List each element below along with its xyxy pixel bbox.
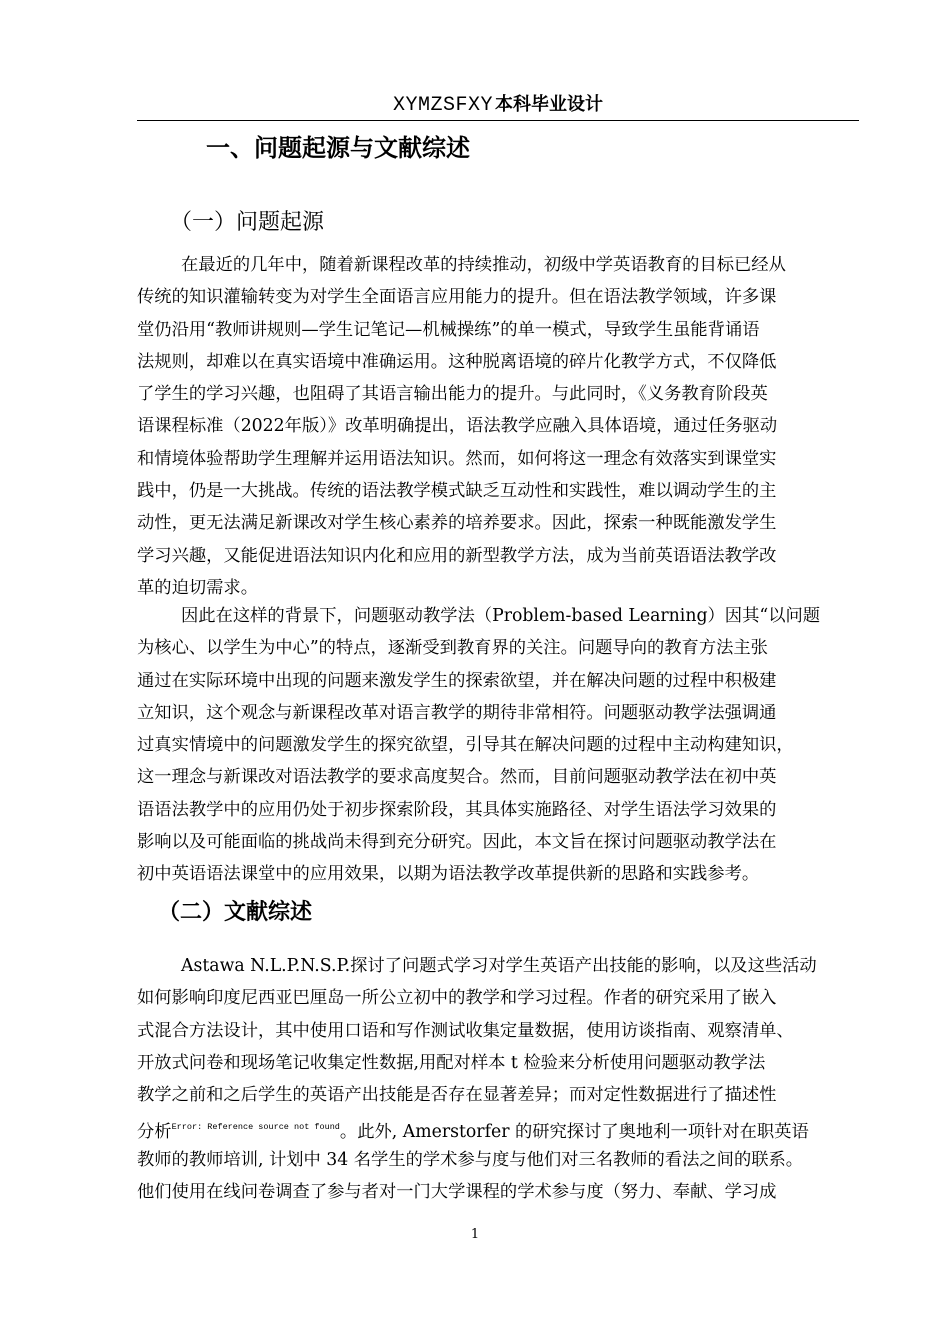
text-line: 通过在实际环境中出现的问题来激发学生的探索欲望，并在解决问题的过程中积极建 [137,670,777,691]
text-line: 初中英语语法课堂中的应用效果，以期为语法教学改革提供新的思路和实践参考。 [137,864,760,885]
text-line: 开放式问卷和现场笔记收集定性数据,用配对样本 t 检验来分析使用问题驱动教学法 [137,1052,766,1073]
text-line: 为核心、以学生为中心”的特点，逐渐受到教育界的关注。问题导向的教育方法主张 [137,638,768,659]
text-line-with-reference [137,1111,859,1143]
text-line: 和情境体验帮助学生理解并运用语法知识。然而，如何将这一理念有效落实到课堂实 [137,448,777,469]
text-line: 学习兴趣，又能促进语法知识内化和应用的新型教学方法，成为当前英语语法教学改 [137,545,777,566]
section-heading-literature: （二）文献综述 [158,900,313,925]
section-heading-origin: （一）问题起源 [170,210,325,235]
header-brand: XYMZSFXY [392,94,493,117]
text-line: Astawa N.L.P.N.S.P.探讨了问题式学习对学生英语产出技能的影响，以及这些活动 [181,956,817,976]
text-line: 他们使用在线问卷调查了参与者对一门大学课程的学术参与度（努力、奉献、学习成 [137,1182,777,1203]
text-line: 革的迫切需求。 [137,577,258,598]
paragraph-problem-origin [137,249,859,604]
paragraph-literature-review [137,950,859,1208]
paragraph-pbl-background [137,600,859,891]
text-line: 过真实情境中的问题激发学生的探究欲望，引导其在解决问题的过程中主动构建知识， [137,735,794,756]
text-line: 语课程标准（2022年版）》改革明确提出，语法教学应融入具体语境，通过任务驱动 [137,416,778,437]
line-text-after: 。此外, Amerstorfer 的研究探讨了奥地利一项针对在职英语 [339,1122,809,1143]
text-line: 法规则，却难以在真实语境中准确运用。这种脱离语境的碎片化教学方式，不仅降低 [137,351,777,372]
text-line: 传统的知识灌输转变为对学生全面语言应用能力的提升。但在语法教学领域，许多课 [137,287,777,308]
text-line: 教学之前和之后学生的英语产出技能是否存在显著差异；而对定性数据进行了描述性 [137,1085,777,1106]
text-line: 这一理念与新课改对语法教学的要求高度契合。然而，目前问题驱动教学法在初中英 [137,767,777,788]
text-line: 式混合方法设计，其中使用口语和写作测试收集定量数据，使用访谈指南、观察清单、 [137,1020,794,1041]
text-line: 动性，更无法满足新课改对学生核心素养的培养要求。因此，探索一种既能激发学生 [137,513,777,534]
text-line: 立知识，这个观念与新课程改革对语言教学的期待非常相符。问题驱动教学法强调通 [137,702,777,723]
text-line: 践中，仍是一大挑战。传统的语法教学模式缺乏互动性和实践性，难以调动学生的主 [137,481,777,502]
text-line: 影响以及可能面临的挑战尚未得到充分研究。因此，本文旨在探讨问题驱动教学法在 [137,832,777,853]
reference-error: Error: Reference source not found [171,1122,340,1133]
text-line: 教师的教师培训, 计划中 34 名学生的学术参与度与他们对三名教师的看法之间的联系。 [137,1149,804,1170]
text-line: 如何影响印度尼西亚巴厘岛一所公立初中的教学和学习过程。作者的研究采用了嵌入 [137,988,777,1009]
chapter-heading: 一、问题起源与文献综述 [206,134,470,162]
page-number: 1 [470,1227,480,1242]
page-header [137,92,859,121]
text-line: 了学生的学习兴趣，也阻碍了其语言输出能力的提升。与此同时，《义务教育阶段英 [137,384,768,405]
header-title: 本科毕业设计 [495,94,603,115]
text-line: 在最近的几年中，随着新课程改革的持续推动，初级中学英语教育的目标已经从 [181,255,786,275]
line-text-before: 分析 [137,1122,172,1143]
text-line: 堂仍沿用“教师讲规则—学生记笔记—机械操练”的单一模式，导致学生虽能背诵语 [137,319,760,340]
text-line: 语语法教学中的应用仍处于初步探索阶段，其具体实施路径、对学生语法学习效果的 [137,799,777,820]
text-line: 因此在这样的背景下，问题驱动教学法（Problem-based Learning）因其“以问题 [181,606,821,626]
